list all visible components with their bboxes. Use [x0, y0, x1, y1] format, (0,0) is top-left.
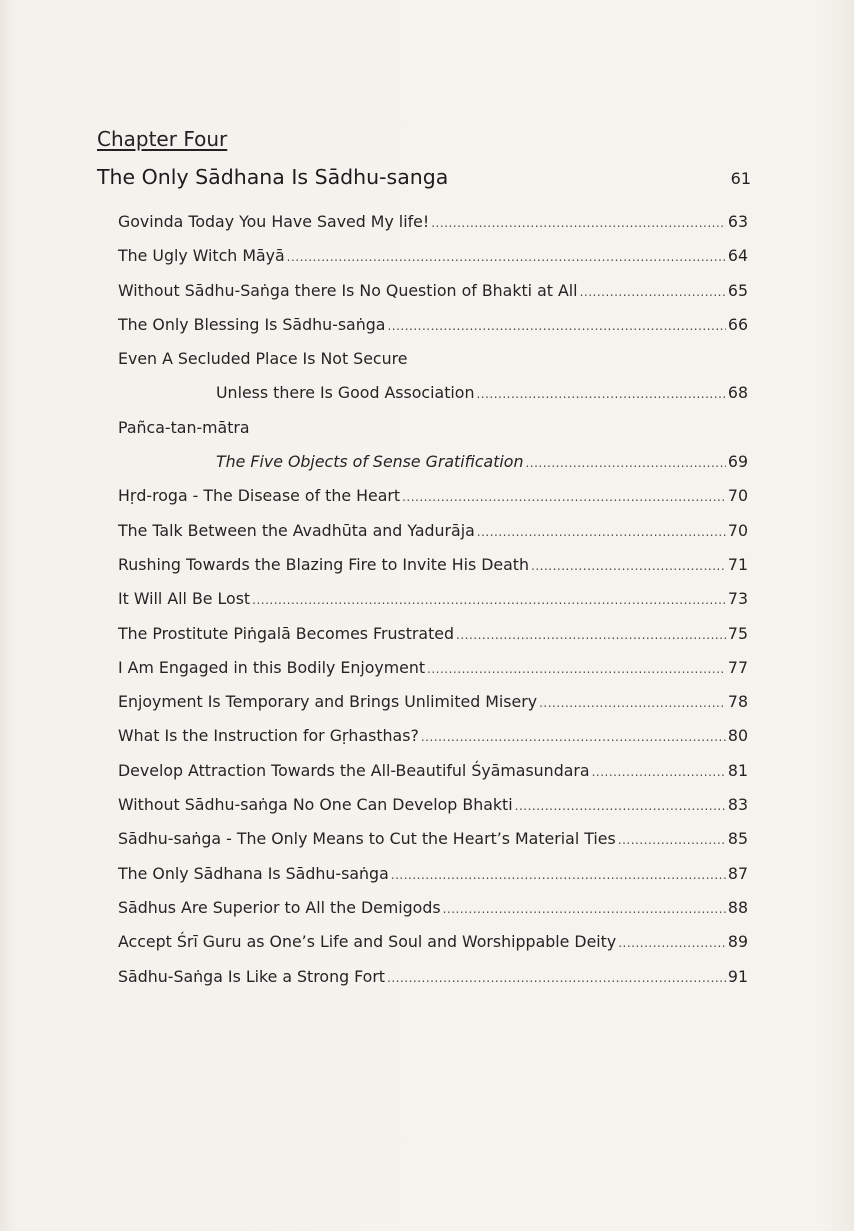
toc-entry-panca-tan-matra [118, 418, 748, 452]
toc-entry-syamasundara [118, 761, 748, 795]
toc-entry-bodily-enjoyment [118, 658, 748, 692]
leader-dots [252, 593, 726, 607]
leader-dots [287, 250, 726, 264]
toc-entry-unlimited-misery [118, 692, 748, 726]
toc-entry-page: 87 [727, 863, 748, 883]
toc-entry-title: Develop Attraction Towards the All-Beautiful Śyāmasundara [118, 760, 590, 780]
toc-entry-no-question-bhakti [118, 281, 748, 315]
toc-entry-strong-fort [118, 967, 748, 1001]
toc-entry-page: 81 [727, 760, 748, 780]
toc-entry-grhasthas [118, 726, 748, 760]
leader-dots [525, 456, 725, 470]
table-of-contents [118, 212, 748, 1001]
toc-entry-title: It Will All Be Lost [118, 589, 251, 609]
toc-entry-page: 70 [727, 520, 748, 540]
toc-entry-title: Even A Secluded Place Is Not Secure [118, 349, 408, 369]
leader-dots [515, 799, 726, 813]
leader-dots [456, 628, 726, 642]
toc-entry-five-objects [118, 452, 748, 486]
leader-dots [387, 971, 726, 985]
toc-entry-title: Enjoyment Is Temporary and Brings Unlimited Misery [118, 692, 538, 712]
leader-dots [476, 387, 725, 401]
toc-entry-title: The Talk Between the Avadhūta and Yadurāja [118, 520, 475, 540]
toc-entry-title: The Only Sādhana Is Sādhu-saṅga [118, 863, 389, 883]
toc-entry-pingala [118, 624, 748, 658]
chapter-page-number: 61 [730, 169, 751, 188]
toc-entry-title: Hṛd-roga - The Disease of the Heart [118, 486, 401, 506]
leader-dots [421, 730, 726, 744]
toc-entry-page: 73 [727, 589, 748, 609]
toc-entry-page: 80 [727, 726, 748, 746]
toc-entry-page: 69 [727, 452, 748, 472]
toc-entry-title: What Is the Instruction for Gṛhasthas? [118, 726, 419, 746]
toc-entry-page: 88 [727, 897, 748, 917]
toc-entry-title: I Am Engaged in this Bodily Enjoyment [118, 657, 426, 677]
toc-entry-title: The Five Objects of Sense Gratification [216, 452, 524, 472]
leader-dots [539, 696, 726, 710]
leader-dots [391, 868, 726, 882]
toc-entry-hrd-roga [118, 486, 748, 520]
toc-entry-page: 63 [727, 212, 748, 231]
toc-entry-title: Without Sādhu-saṅga No One Can Develop Bhakti [118, 795, 513, 815]
toc-entry-page: 78 [727, 692, 748, 712]
toc-entry-page: 91 [727, 966, 748, 986]
toc-entry-good-association [118, 383, 748, 417]
toc-entry-ugly-witch [118, 246, 748, 280]
toc-entry-all-be-lost [118, 589, 748, 623]
toc-entry-only-blessing [118, 315, 748, 349]
leader-dots [618, 833, 726, 847]
toc-entry-title: Sādhu-saṅga - The Only Means to Cut the Heart’s Material Ties [118, 829, 616, 849]
toc-entry-only-sadhana [118, 864, 748, 898]
toc-entry-page: 77 [727, 657, 748, 677]
toc-entry-title: Rushing Towards the Blazing Fire to Invite His Death [118, 554, 530, 574]
toc-entry-page: 85 [727, 829, 748, 849]
toc-entry-page: 70 [727, 486, 748, 506]
toc-entry-title: Govinda Today You Have Saved My life! [118, 212, 430, 231]
toc-entry-page: 64 [727, 246, 748, 266]
toc-entry-title: Accept Śrī Guru as One’s Life and Soul and Worshippable Deity [118, 932, 617, 952]
leader-dots [427, 662, 726, 676]
leader-dots [431, 216, 726, 230]
chapter-title: The Only Sādhana Is Sādhu-sanga [97, 165, 449, 189]
toc-entry-page: 75 [727, 623, 748, 643]
toc-entry-page: 71 [727, 554, 748, 574]
toc-entry-govinda [118, 212, 748, 246]
toc-entry-page: 68 [727, 383, 748, 403]
toc-entry-title: Unless there Is Good Association [216, 383, 475, 403]
chapter-heading [97, 165, 751, 195]
leader-dots [592, 765, 726, 779]
chapter-label: Chapter Four [97, 127, 228, 151]
toc-entry-title: Sādhus Are Superior to All the Demigods [118, 897, 441, 917]
toc-entry-title: The Ugly Witch Māyā [118, 246, 285, 266]
toc-entry-title: The Only Blessing Is Sādhu-saṅga [118, 314, 386, 334]
toc-entry-secluded-place [118, 349, 748, 383]
leader-dots [531, 559, 726, 573]
toc-entry-sri-guru [118, 932, 748, 966]
leader-dots [402, 490, 726, 504]
leader-dots [477, 525, 726, 539]
toc-entry-blazing-fire [118, 555, 748, 589]
toc-entry-title: Sādhu-Saṅga Is Like a Strong Fort [118, 966, 386, 986]
leader-dots [387, 319, 725, 333]
toc-entry-material-ties [118, 829, 748, 863]
toc-entry-title: Without Sādhu-Saṅga there Is No Question of Bhakti at All [118, 280, 578, 300]
leader-dots [580, 285, 726, 299]
toc-entry-develop-bhakti [118, 795, 748, 829]
toc-entry-avadhuta-yaduraja [118, 521, 748, 555]
leader-dots [618, 936, 726, 950]
toc-entry-page: 65 [727, 280, 748, 300]
toc-entry-title: Pañca-tan-mātra [118, 417, 250, 437]
leader-dots [443, 902, 726, 916]
toc-entry-page: 66 [727, 314, 748, 334]
toc-entry-page: 83 [727, 795, 748, 815]
toc-entry-page: 89 [727, 932, 748, 952]
toc-entry-demigods [118, 898, 748, 932]
toc-entry-title: The Prostitute Piṅgalā Becomes Frustrated [118, 623, 455, 643]
